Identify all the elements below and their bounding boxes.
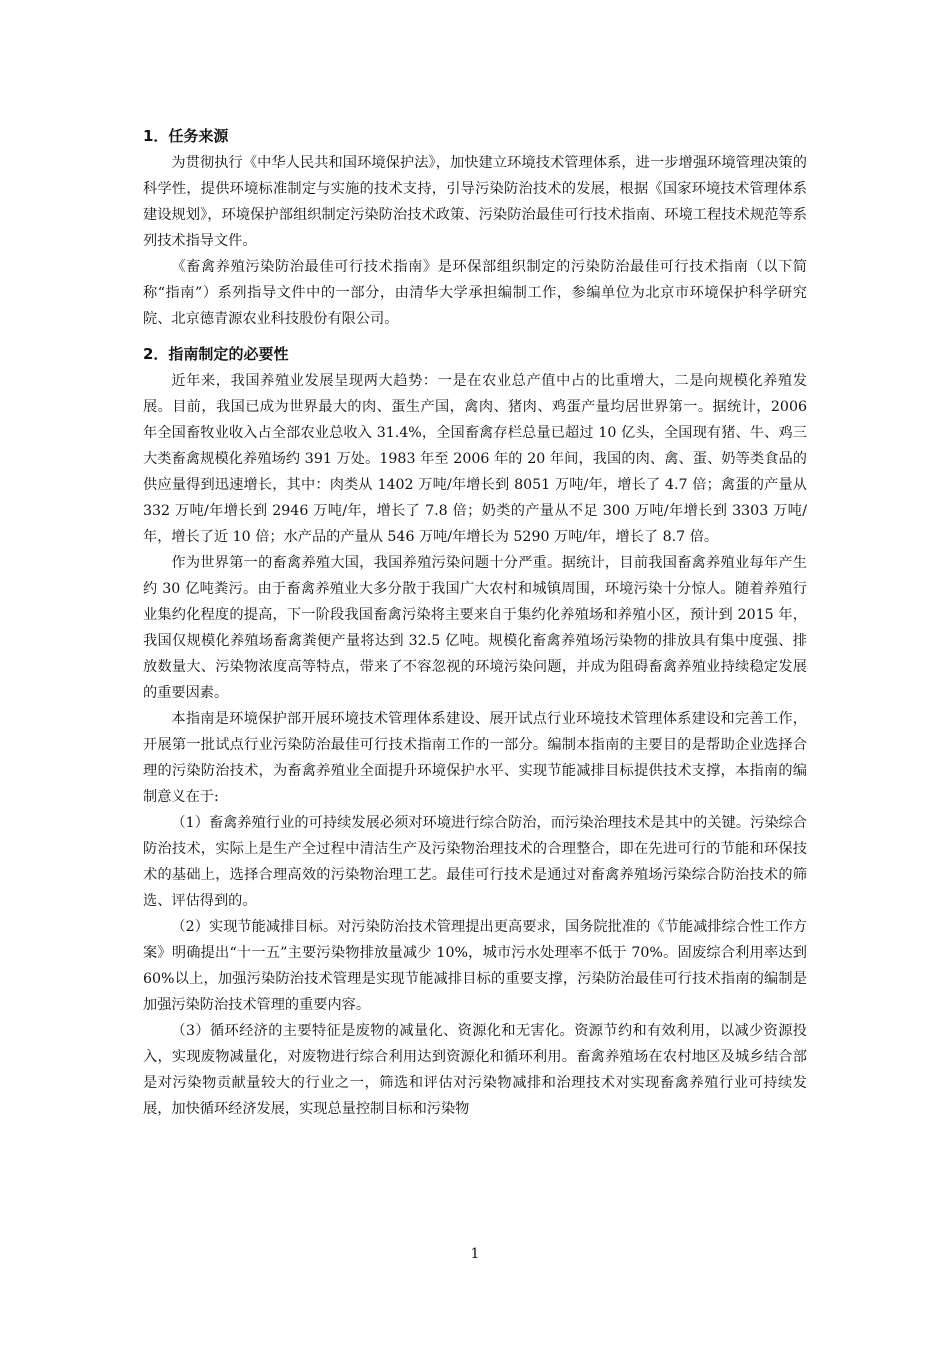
paragraph: （2）实现节能减排目标。对污染防治技术管理提出更高要求，国务院批准的《节能减排综合性工作方案》明确提出“十一五”主要污染物排放量减少 10%，城市污水处理率不低于 70%。固废综合利用率达到 60%以上，加强污染防治技术管理是实现节能减排目标的重要支撑，污染防治最佳可行技术指南的编制是加强污染防治技术管理的重要内容。 (143, 919, 807, 1013)
paragraph: 本指南是环境保护部开展环境技术管理体系建设、展开试点行业环境技术管理体系建设和完善工作，开展第一批试点行业污染防治最佳可行技术指南工作的一部分。编制本指南的主要目的是帮助企业选择合理的污染防治技术，为畜禽养殖业全面提升环境保护水平、实现节能减排目标提供技术支撑，本指南的编制意义在于: (143, 711, 807, 805)
section-heading: 1．任务来源 (143, 127, 229, 145)
paragraph: 为贯彻执行《中华人民共和国环境保护法》，加快建立环境技术管理体系，进一步增强环境管理决策的科学性，提供环境标准制定与实施的技术支持，引导污染防治技术的发展，根据《国家环境技术管理体系建设规划》，环境保护部组织制定污染防治技术政策、污染防治最佳可行技术指南、环境工程技术规范等系列技术指导文件。 (143, 155, 807, 249)
section-heading: 2．指南制定的必要性 (143, 345, 289, 363)
paragraph: （1）畜禽养殖行业的可持续发展必须对环境进行综合防治，而污染治理技术是其中的关键。污染综合防治技术，实际上是生产全过程中清洁生产及污染物治理技术的合理整合，即在先进可行的节能和环保技术的基础上，选择合理高效的污染物治理工艺。最佳可行技术是通过对畜禽养殖场污染综合防治技术的筛选、评估得到的。 (143, 815, 807, 909)
section-necessity (143, 340, 807, 1122)
paragraph: 《畜禽养殖污染防治最佳可行技术指南》是环保部组织制定的污染防治最佳可行技术指南（以下简称“指南”）系列指导文件中的一部分，由清华大学承担编制工作，参编单位为北京市环境保护科学研究院、北京德青源农业科技股份有限公司。 (143, 259, 807, 327)
paragraph: 作为世界第一的畜禽养殖大国，我国养殖污染问题十分严重。据统计，目前我国畜禽养殖业每年产生约 30 亿吨粪污。由于畜禽养殖业大多分散于我国广大农村和城镇周围，环境污染十分惊人。随着养殖行业集约化程度的提高，下一阶段我国畜禽污染将主要来自于集约化养殖场和养殖小区，预计到 2015 年，我国仅规模化养殖场畜禽粪便产量将达到 32.5 亿吨。规模化畜禽养殖场污染物的排放具有集中度强、排放数量大、污染物浓度高等特点，带来了不容忽视的环境污染问题，并成为阻碍畜禽养殖业持续稳定发展的重要因素。 (143, 555, 807, 701)
paragraph: （3）循环经济的主要特征是废物的减量化、资源化和无害化。资源节约和有效利用，以减少资源投入，实现废物减量化，对废物进行综合利用达到资源化和循环利用。畜禽养殖场在农村地区及城乡结合部是对污染物贡献量较大的行业之一，筛选和评估对污染物减排和治理技术对实现畜禽养殖行业可持续发展，加快循环经济发展，实现总量控制目标和污染物 (143, 1023, 807, 1117)
paragraph: 近年来，我国养殖业发展呈现两大趋势：一是在农业总产值中占的比重增大，二是向规模化养殖发展。目前，我国已成为世界最大的肉、蛋生产国，禽肉、猪肉、鸡蛋产量均居世界第一。据统计，2006 年全国畜牧业收入占全部农业总收入 31.4%，全国畜禽存栏总量已超过 10 亿头，全国现有猪、牛、鸡三大类畜禽规模化养殖场约 391 万处。1983 年至 2006 年的 20 年间，我国的肉、禽、蛋、奶等类食品的供应量得到迅速增长，其中：肉类从 1402 万吨/年增长到 8051 万吨/年，增长了 4.7 倍；禽蛋的产量从 332 万吨/年增长到 2946 万吨/年，增长了 7.8 倍；奶类的产量从不足 300 万吨/年增长到 3303 万吨/年，增长了近 10 倍；水产品的产量从 546 万吨/年增长为 5290 万吨/年，增长了 8.7 倍。 (143, 373, 807, 545)
page-number: 1 (470, 1246, 480, 1262)
section-task-source (143, 122, 807, 332)
